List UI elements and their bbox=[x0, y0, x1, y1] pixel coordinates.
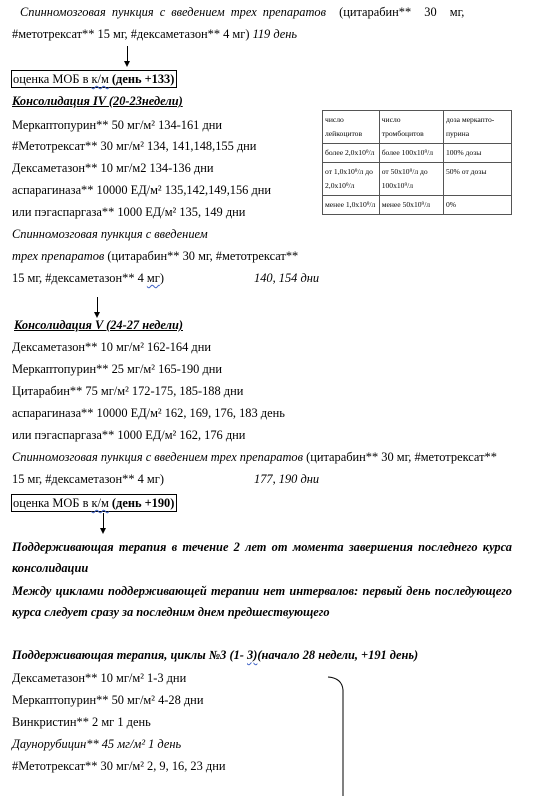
cons4-puncture-2 bbox=[12, 249, 298, 264]
cons4-line-1: Меркаптопурин** 50 мг/м² 134-161 дни bbox=[12, 118, 223, 132]
top-puncture-drugs-2: #метотрексат** 15 мг, #дексаметазон** 4 мг) bbox=[12, 27, 250, 41]
cons5-puncture-days: 177, 190 дни bbox=[254, 472, 320, 486]
cons4-puncture-3a: 15 мг, #дексаметазон** 4 bbox=[12, 271, 147, 285]
dose-table-header-dose: доза меркапто-пурина bbox=[443, 111, 511, 144]
maint-line-3: Винкристин** 2 мг 1 день bbox=[12, 715, 151, 729]
dose-table-row bbox=[323, 144, 512, 163]
dose-table-header-row bbox=[323, 111, 512, 144]
top-puncture-line-2 bbox=[12, 27, 297, 42]
consolidation-5-title: Консолидация V (24-27 недели) bbox=[14, 318, 183, 332]
dose-table-row bbox=[323, 196, 512, 215]
maint-line-2: Меркаптопурин** 50 мг/м² 4-28 дни bbox=[12, 693, 204, 707]
mob-assessment-1 bbox=[11, 70, 177, 88]
cons5-line-5: или пэгаспаргаза** 1000 ЕД/м² 162, 176 дни bbox=[12, 428, 246, 442]
top-puncture-day: 119 день bbox=[249, 27, 298, 41]
maintenance-cycles-title bbox=[12, 648, 418, 663]
cons5-puncture-2: 15 мг, #дексаметазон** 4 мг) bbox=[12, 472, 164, 486]
cons4-line-5: или пэгаспаргаза** 1000 ЕД/м² 135, 149 дни bbox=[12, 205, 246, 219]
dose-table-cell-platelets: от 50х10⁹/л до 100х10⁹/л bbox=[379, 163, 443, 196]
dose-table-cell-dose: 100% дозы bbox=[443, 144, 511, 163]
mob-assessment-2 bbox=[11, 494, 177, 512]
cons5-line-3: Цитарабин** 75 мг/м² 172-175, 185-188 дни bbox=[12, 384, 244, 398]
dose-table-row bbox=[323, 163, 512, 196]
dose-table-cell-leukocytes: менее 1,0х10⁹/л bbox=[323, 196, 380, 215]
cons5-puncture-1 bbox=[12, 450, 497, 465]
mob-2-prefix: оценка МОБ в bbox=[13, 496, 92, 510]
maint-line-5: #Метотрексат** 30 мг/м² 2, 9, 16, 23 дни bbox=[12, 759, 226, 773]
dose-table-cell-platelets: более 100х10⁹/л bbox=[379, 144, 443, 163]
cons5-line-4: аспарагиназа** 10000 ЕД/м² 162, 169, 176, 183 день bbox=[12, 406, 285, 420]
dose-table-header-leukocytes: число лейкоцитов bbox=[323, 111, 380, 144]
cons5-line-1: Дексаметазон** 10 мг/м² 162-164 дни bbox=[12, 340, 211, 354]
dose-table-cell-platelets: менее 50х10⁹/л bbox=[379, 196, 443, 215]
consolidation-4-title: Консолидация IV (20-23недели) bbox=[12, 94, 183, 108]
right-brace-icon bbox=[326, 676, 346, 796]
mob-1-prefix: оценка МОБ в bbox=[13, 72, 92, 86]
cons4-puncture-1: Спинномозговая пункция с введением bbox=[12, 227, 208, 241]
maintenance-interval-note: Между циклами поддерживающей терапии нет интервалов: первый день последующего курса следует сразу за последним днем предшествующего bbox=[12, 584, 512, 619]
maint-line-1: Дексаметазон** 10 мг/м² 1-3 дни bbox=[12, 671, 187, 685]
cons4-line-3: Дексаметазон** 10 мг/м2 134-136 дни bbox=[12, 161, 214, 175]
arrow-down-2 bbox=[97, 297, 98, 313]
cons4-puncture-3c: ) bbox=[159, 271, 164, 285]
maintenance-title-b: 3) bbox=[247, 648, 258, 662]
mob-2-day: (день +190) bbox=[108, 496, 175, 510]
cons4-puncture-3b: мг bbox=[146, 271, 160, 285]
maintenance-title-a: Поддерживающая терапия, циклы №3 (1- bbox=[12, 648, 247, 662]
dose-table-cell-leukocytes: от 1,0х10⁹/л до 2,0х10⁹/л bbox=[323, 163, 380, 196]
cons4-line-2: #Метотрексат** 30 мг/м² 134, 141,148,155 дни bbox=[12, 139, 257, 153]
top-puncture-drugs: (цитарабин** 30 мг, bbox=[325, 5, 465, 19]
cons4-puncture-2a: трех препаратов bbox=[12, 249, 105, 263]
arrow-down-1 bbox=[127, 46, 128, 62]
cons5-puncture-1b: (цитарабин** 30 мг, #метотрексат** bbox=[302, 450, 497, 464]
cons4-line-4: аспарагиназа** 10000 ЕД/м² 135,142,149,156 дни bbox=[12, 183, 272, 197]
dose-table-cell-dose: 50% от дозы bbox=[443, 163, 511, 196]
cons4-puncture-3 bbox=[12, 271, 164, 286]
cons4-puncture-2b: (цитарабин** 30 мг, #метотрексат** bbox=[104, 249, 299, 263]
cons5-puncture-1a: Спинномозговая пункция с введением трех препаратов bbox=[12, 450, 303, 464]
cons4-puncture-days: 140, 154 дни bbox=[254, 271, 320, 285]
dose-table-header-platelets: число тромбоцитов bbox=[379, 111, 443, 144]
cons5-line-2: Меркаптопурин** 25 мг/м² 165-190 дни bbox=[12, 362, 223, 376]
mercaptopurine-dose-table bbox=[322, 110, 512, 215]
maint-line-4: Даунорубицин** 45 мг/м² 1 день bbox=[12, 737, 182, 751]
maintenance-title-c: (начало 28 недели, +191 день) bbox=[257, 648, 419, 662]
mob-1-kcm: к/м bbox=[91, 72, 109, 86]
mob-2-kcm: к/м bbox=[91, 496, 109, 510]
maintenance-duration-note: Поддерживающая терапия в течение 2 лет от момента завершения последнего курса консолидации bbox=[12, 540, 512, 575]
top-puncture-title: Спинномозговая пункция с введением трех препаратов bbox=[20, 5, 326, 19]
top-puncture-line-1 bbox=[20, 5, 464, 20]
dose-table-cell-leukocytes: более 2,0х10⁹/л bbox=[323, 144, 380, 163]
arrow-down-3 bbox=[103, 513, 104, 529]
dose-table-cell-dose: 0% bbox=[443, 196, 511, 215]
mob-1-day: (день +133) bbox=[108, 72, 175, 86]
